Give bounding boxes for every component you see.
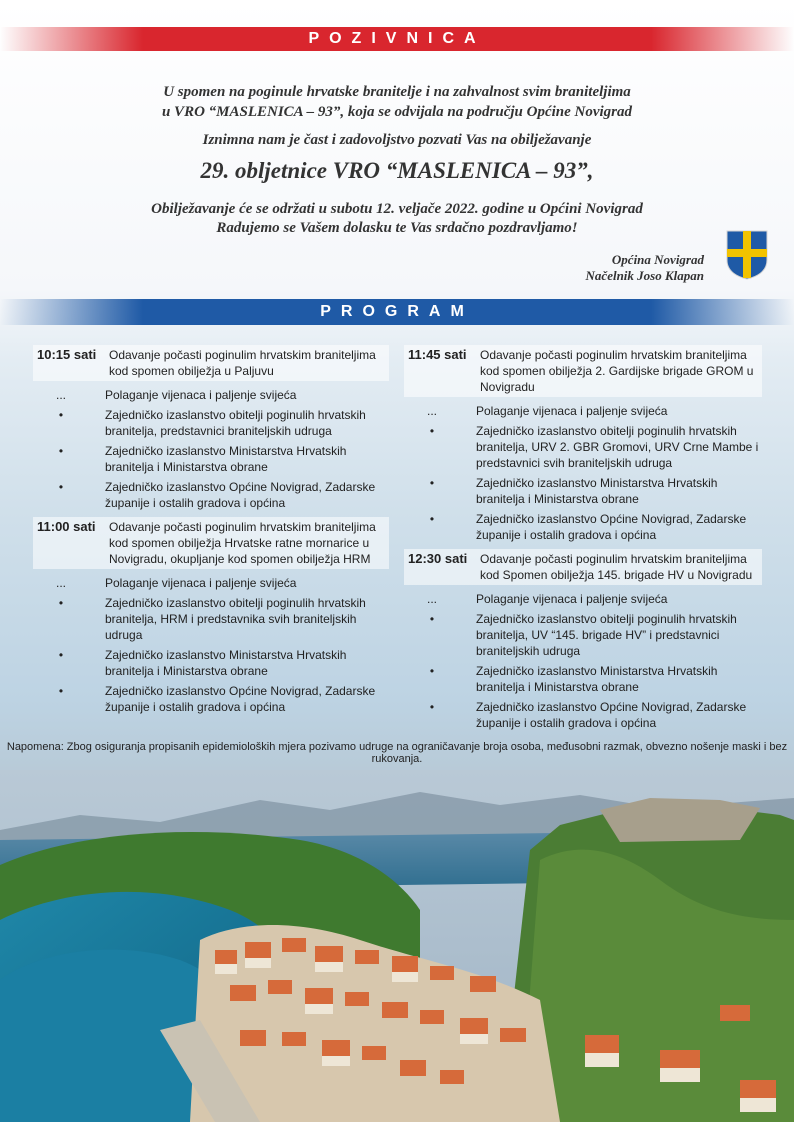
schedule-description: Odavanje počasti poginulim hrvatskim braniteljima kod Spomen obilježja 145. brigade HV u Novigradu [480, 552, 753, 582]
list-item: ... Polaganje vijenaca i paljenje svijeća [426, 592, 668, 606]
schedule-items [404, 591, 762, 731]
schedule-block [33, 345, 389, 511]
program-column-right [404, 345, 762, 731]
schedule-time: 11:45 sati [408, 347, 467, 362]
list-item: ... Polaganje vijenaca i paljenje svijeća [426, 404, 668, 418]
list-item: • Zajedničko izaslanstvo obitelji poginulih hrvatskih branitelja, UV “145. brigade HV” i predstavnici braniteljskih udruga [429, 612, 737, 658]
program-banner [0, 299, 794, 325]
intro-line-3: Iznimna nam je čast i zadovoljstvo pozvati Vas na obilježavanje [202, 132, 592, 148]
schedule-block [404, 549, 762, 731]
list-item: • Zajedničko izaslanstvo Ministarstva Hrvatskih branitelja i Ministarstva obrane [58, 444, 347, 474]
list-item: • Zajedničko izaslanstvo Općine Novigrad, Zadarske županije i ostalih gradova i općina [58, 684, 376, 714]
list-item: • Zajedničko izaslanstvo Ministarstva Hrvatskih branitelja i Ministarstva obrane [58, 648, 347, 678]
event-details [0, 200, 794, 238]
program-title: PROGRAM [320, 303, 474, 320]
schedule-time: 12:30 sati [408, 551, 468, 566]
program-column-left [33, 345, 389, 715]
schedule-description: Odavanje počasti poginulim hrvatskim braniteljima kod spomen obilježja Hrvatske ratne mornarice u Novigradu, okupljanje kod spomen obilježja HRM [109, 520, 376, 566]
schedule-items [33, 387, 389, 511]
schedule-items [33, 575, 389, 715]
schedule-description: Odavanje počasti poginulim hrvatskim braniteljima kod spomen obilježja u Paljuvu [109, 348, 376, 378]
schedule-time: 11:00 sati [37, 519, 96, 534]
signature-mayor: Načelnik Joso Klapan [585, 268, 704, 283]
schedule-block [404, 345, 762, 543]
list-item: • Zajedničko izaslanstvo Općine Novigrad, Zadarske županije i ostalih gradova i općina [429, 512, 747, 542]
schedule-time: 10:15 sati [37, 347, 97, 362]
epidemiological-note: Napomena: Zbog osiguranja propisanih epidemioloških mjera pozivamo udruge na ograničavanje broja osoba, međusobni razmak, obvezno nošenje maski i bez rukovanja. [6, 741, 788, 765]
signature-municipality: Općina Novigrad [611, 252, 704, 267]
schedule-description: Odavanje počasti poginulim hrvatskim braniteljima kod spomen obilježja 2. Gardijske brigade GROM u Novigradu [480, 348, 754, 394]
event-date-line: Obilježavanje će se održati u subotu 12. veljače 2022. godine u Općini Novigrad [151, 201, 643, 217]
invitation-title: POZIVNICA [308, 30, 486, 47]
list-item: • Zajedničko izaslanstvo Ministarstva Hrvatskih branitelja i Ministarstva obrane [429, 664, 718, 694]
list-item: ... Polaganje vijenaca i paljenje svijeća [55, 576, 297, 590]
schedule-block [33, 517, 389, 715]
intro-dedication [0, 82, 794, 122]
welcome-line: Radujemo se Vašem dolasku te Vas srdačno pozdravljamo! [216, 220, 578, 236]
schedule-time-row [33, 517, 389, 569]
intro-line-2: u VRO “MASLENICA – 93”, koja se odvijala na području Općine Novigrad [161, 104, 633, 120]
intro-line-1: U spomen na poginule hrvatske branitelje i na zahvalnost svim braniteljima [163, 84, 631, 100]
signature [586, 252, 704, 284]
list-item: • Zajedničko izaslanstvo obitelji poginulih hrvatskih branitelja, URV 2. GBR Gromovi, URV Crne Mambe i predstavnici svih braniteljskih udruga [429, 424, 759, 470]
schedule-items [404, 403, 762, 543]
list-item: • Zajedničko izaslanstvo Općine Novigrad, Zadarske županije i ostalih gradova i općina [58, 480, 376, 510]
schedule-time-row [404, 549, 762, 585]
invitation-banner [0, 27, 794, 51]
list-item: • Zajedničko izaslanstvo Općine Novigrad, Zadarske županije i ostalih gradova i općina [429, 700, 747, 730]
schedule-time-row [404, 345, 762, 397]
event-headline: 29. obljetnice VRO “MASLENICA – 93”, [200, 158, 594, 183]
novigrad-landscape-image [0, 770, 794, 1122]
schedule-time-row [33, 345, 389, 381]
list-item: • Zajedničko izaslanstvo Ministarstva Hrvatskih branitelja i Ministarstva obrane [429, 476, 718, 506]
list-item: • Zajedničko izaslanstvo obitelji poginulih hrvatskih branitelja, HRM i predstavnika svih braniteljskih udruga [58, 596, 366, 642]
list-item: ... Polaganje vijenaca i paljenje svijeća [55, 388, 297, 402]
list-item: • Zajedničko izaslanstvo obitelji poginulih hrvatskih branitelja, predstavnici braniteljskih udruga [58, 408, 366, 438]
coat-of-arms-icon [726, 230, 768, 280]
